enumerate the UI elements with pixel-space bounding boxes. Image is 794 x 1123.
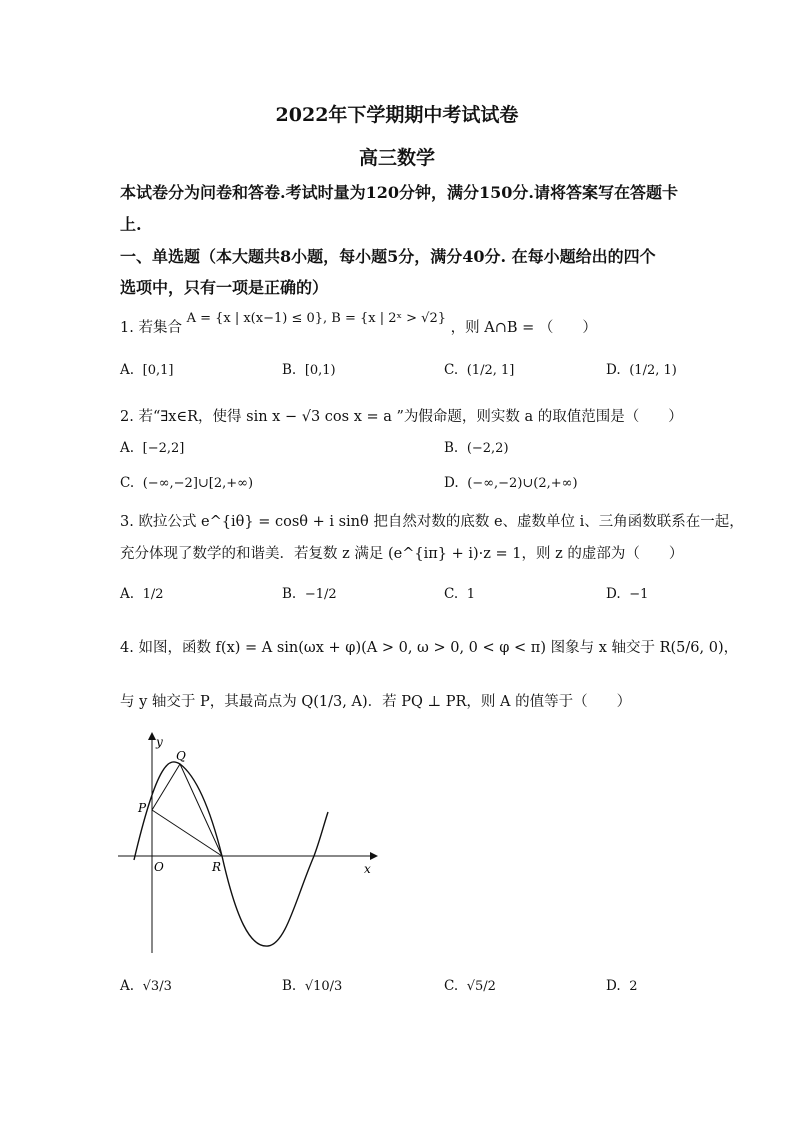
question-2-option-d: [444, 475, 578, 491]
option-text: −1: [629, 587, 649, 602]
question-1-option-c: [444, 362, 514, 378]
question-3-option-c: [444, 586, 475, 602]
section-heading-line-1: 一、单选题（本大题共8小题，每小题5分，满分40分. 在每小题给出的四个: [120, 247, 656, 266]
question-3-stem-line-1: 3. 欧拉公式 e^{iθ} = cosθ + i sinθ 把自然对数的底数 e、虚数单位 i、三角函数联系在一起，: [120, 514, 744, 530]
question-4-stem-line-2: 与 y 轴交于 P，其最高点为 Q(1/3, A)．若 PQ ⊥ PR，则 A 的值等于（ ）: [120, 694, 632, 710]
label-y: y: [156, 735, 163, 749]
question-4-option-b: [282, 978, 342, 994]
question-1-option-b: [282, 362, 336, 378]
label-x: x: [364, 862, 371, 876]
option-letter: D.: [444, 475, 459, 491]
question-1-suffix: ，则 A∩B = （ ）: [450, 320, 597, 336]
label-r: R: [212, 860, 222, 874]
option-letter: B.: [282, 586, 297, 602]
question-1-prefix: 1. 若集合: [120, 320, 182, 336]
segment-pq: [152, 764, 180, 810]
option-text: √3/3: [142, 979, 172, 994]
section-heading-line-2: 选项中，只有一项是正确的）: [120, 278, 329, 297]
question-3-option-d: [606, 586, 648, 602]
option-text: [0,1]: [142, 363, 174, 378]
x-axis-arrow: [370, 852, 378, 860]
question-2-option-a: [120, 440, 184, 456]
option-letter: A.: [120, 978, 135, 994]
question-3-option-b: [282, 586, 337, 602]
option-letter: C.: [444, 586, 459, 602]
option-text: [−2,2]: [142, 441, 185, 456]
label-p: P: [138, 801, 147, 815]
option-text: −1/2: [304, 587, 337, 602]
option-letter: C.: [444, 978, 459, 994]
label-q: Q: [176, 749, 186, 763]
option-text: (−∞,−2]∪[2,+∞): [142, 476, 254, 491]
option-letter: A.: [120, 586, 135, 602]
question-4-option-a: [120, 978, 172, 994]
instructions-line-1: 本试卷分为问卷和答卷.考试时量为120分钟，满分150分.请将答案写在答题卡: [120, 183, 678, 202]
option-letter: B.: [282, 362, 297, 378]
option-letter: D.: [606, 978, 621, 994]
option-letter: B.: [282, 978, 297, 994]
option-letter: A.: [120, 362, 135, 378]
option-letter: C.: [120, 475, 135, 491]
exam-title: 2022年下学期期中考试试卷: [275, 104, 519, 126]
question-2-option-c: [120, 475, 253, 491]
sine-curve: [134, 762, 328, 946]
question-1-math: A = {x | x(x−1) ≤ 0}, B = {x | 2ˣ > √2}: [186, 311, 447, 326]
question-3-option-a: [120, 586, 164, 602]
question-1-option-d: [606, 362, 677, 378]
label-o: O: [154, 860, 164, 874]
option-letter: B.: [444, 440, 459, 456]
sine-graph-figure: [118, 728, 378, 956]
option-text: 1: [466, 587, 476, 602]
y-axis-arrow: [148, 732, 156, 740]
option-text: (−2,2): [466, 441, 509, 456]
option-text: √5/2: [466, 979, 496, 994]
option-letter: A.: [120, 440, 135, 456]
option-text: (1/2, 1): [629, 363, 677, 378]
question-4-option-c: [444, 978, 496, 994]
option-letter: D.: [606, 362, 621, 378]
option-text: √10/3: [304, 979, 343, 994]
option-text: (−∞,−2)∪(2,+∞): [467, 476, 578, 491]
question-2-option-b: [444, 440, 509, 456]
option-text: (1/2, 1]: [466, 363, 515, 378]
question-2-stem: 2. 若“∃x∈R，使得 sin x − √3 cos x = a ”为假命题，则实数 a 的取值范围是（ ）: [120, 409, 683, 425]
option-text: 1/2: [142, 587, 164, 602]
option-text: [0,1): [304, 363, 336, 378]
option-letter: C.: [444, 362, 459, 378]
exam-subtitle: 高三数学: [358, 147, 435, 169]
question-3-stem-line-2: 充分体现了数学的和谐美．若复数 z 满足 (e^{iπ} + i)·z = 1，则 z 的虚部为（ ）: [120, 546, 684, 562]
question-4-option-d: [606, 978, 638, 994]
question-4-stem-line-1: 4. 如图，函数 f(x) = A sin(ωx + φ)(A > 0, ω > 0, 0 < φ < π) 图象与 x 轴交于 R(5/6, 0)，: [120, 640, 739, 656]
question-1-option-a: [120, 362, 173, 378]
question-1-stem: [120, 311, 597, 337]
instructions-line-2: 上.: [120, 215, 142, 234]
option-text: 2: [629, 979, 638, 994]
option-letter: D.: [606, 586, 621, 602]
